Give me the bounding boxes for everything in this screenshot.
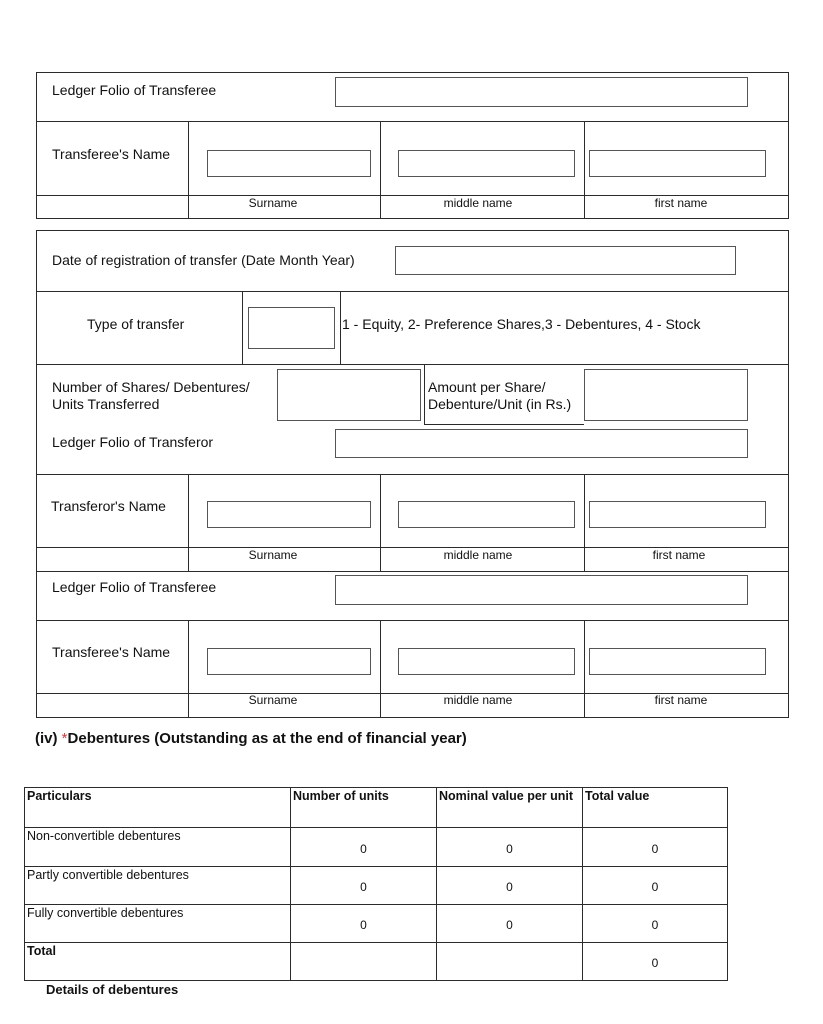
row-total: 0	[583, 828, 728, 867]
transferor-middle-name-input[interactable]	[398, 501, 575, 528]
transferor-first-name-input[interactable]	[589, 501, 766, 528]
transferee-surname-input[interactable]	[207, 648, 371, 675]
transferor-surname-input[interactable]	[207, 501, 371, 528]
header-nominal-value: Nominal value per unit	[437, 788, 583, 828]
date-registration-input[interactable]	[395, 246, 736, 275]
date-registration-label: Date of registration of transfer (Date Month Year)	[52, 252, 355, 268]
divider	[424, 424, 584, 425]
ledger-folio-transferee-label: Ledger Folio of Transferee	[52, 579, 217, 595]
amount-per-share-label-line2: Debenture/Unit (in Rs.)	[428, 396, 572, 412]
header-number-of-units: Number of units	[291, 788, 437, 828]
section-iv-heading	[35, 730, 467, 747]
number-of-shares-label-line1: Number of Shares/ Debentures/	[52, 379, 250, 395]
divider	[424, 364, 425, 425]
section-iv-prefix: (iv)	[35, 730, 62, 747]
total-value: 0	[583, 943, 728, 981]
required-asterisk: *	[61, 730, 68, 747]
middle-name-caption: middle name	[443, 693, 513, 707]
table-header-row	[25, 788, 728, 828]
row-particular: Partly convertible debentures	[25, 867, 291, 905]
divider	[36, 291, 789, 292]
row-particular: Non-convertible debentures	[25, 828, 291, 867]
row-total: 0	[583, 905, 728, 943]
divider	[36, 121, 789, 122]
ledger-folio-transferor-label: Ledger Folio of Transferor	[52, 434, 214, 450]
ledger-folio-transferee-input[interactable]	[335, 575, 748, 605]
transferee-name-label: Transferee's Name	[52, 644, 171, 660]
row-nominal[interactable]: 0	[437, 828, 583, 867]
table-row	[25, 867, 728, 905]
divider	[36, 364, 789, 365]
type-of-transfer-hint: 1 - Equity, 2- Preference Shares,3 - Debentures, 4 - Stock	[342, 316, 701, 332]
first-name-caption: first name	[654, 693, 708, 707]
surname-caption: Surname	[248, 196, 298, 210]
divider	[36, 571, 789, 572]
debentures-table	[24, 787, 728, 981]
surname-caption: Surname	[248, 693, 298, 707]
header-total-value: Total value	[583, 788, 728, 828]
total-units-cell	[291, 943, 437, 981]
middle-name-caption: middle name	[443, 548, 513, 562]
header-particulars: Particulars	[25, 788, 291, 828]
details-of-debentures-label: Details of debentures	[46, 982, 179, 997]
divider	[242, 291, 243, 364]
divider	[36, 474, 789, 475]
table-row	[25, 828, 728, 867]
row-nominal[interactable]: 0	[437, 905, 583, 943]
transferee-first-name-input[interactable]	[589, 150, 766, 177]
transferee-surname-input[interactable]	[207, 150, 371, 177]
number-of-shares-label-line2: Units Transferred	[52, 396, 160, 412]
ledger-folio-transferor-input[interactable]	[335, 429, 748, 458]
surname-caption: Surname	[248, 548, 298, 562]
ledger-folio-transferee-input[interactable]	[335, 77, 748, 107]
row-total: 0	[583, 867, 728, 905]
transferee-middle-name-input[interactable]	[398, 648, 575, 675]
total-label: Total	[25, 943, 291, 981]
amount-per-share-input[interactable]	[584, 369, 748, 421]
divider	[36, 620, 789, 621]
row-particular: Fully convertible debentures	[25, 905, 291, 943]
transferee-first-name-input[interactable]	[589, 648, 766, 675]
ledger-folio-transferee-label: Ledger Folio of Transferee	[52, 82, 217, 98]
transferee-name-label: Transferee's Name	[52, 146, 171, 162]
row-nominal[interactable]: 0	[437, 867, 583, 905]
first-name-caption: first name	[654, 196, 708, 210]
type-of-transfer-label: Type of transfer	[87, 316, 185, 332]
total-nominal-cell	[437, 943, 583, 981]
row-units[interactable]: 0	[291, 828, 437, 867]
row-units[interactable]: 0	[291, 905, 437, 943]
transferee-middle-name-input[interactable]	[398, 150, 575, 177]
first-name-caption: first name	[652, 548, 706, 562]
table-row	[25, 905, 728, 943]
type-of-transfer-input[interactable]	[248, 307, 335, 349]
row-units[interactable]: 0	[291, 867, 437, 905]
middle-name-caption: middle name	[443, 196, 513, 210]
transferor-name-label: Transferor's Name	[51, 498, 166, 514]
amount-per-share-label-line1: Amount per Share/	[428, 379, 546, 395]
section-iv-title: Debentures (Outstanding as at the end of financial year)	[67, 730, 467, 747]
number-of-shares-input[interactable]	[277, 369, 421, 421]
divider	[340, 291, 341, 364]
table-total-row	[25, 943, 728, 981]
